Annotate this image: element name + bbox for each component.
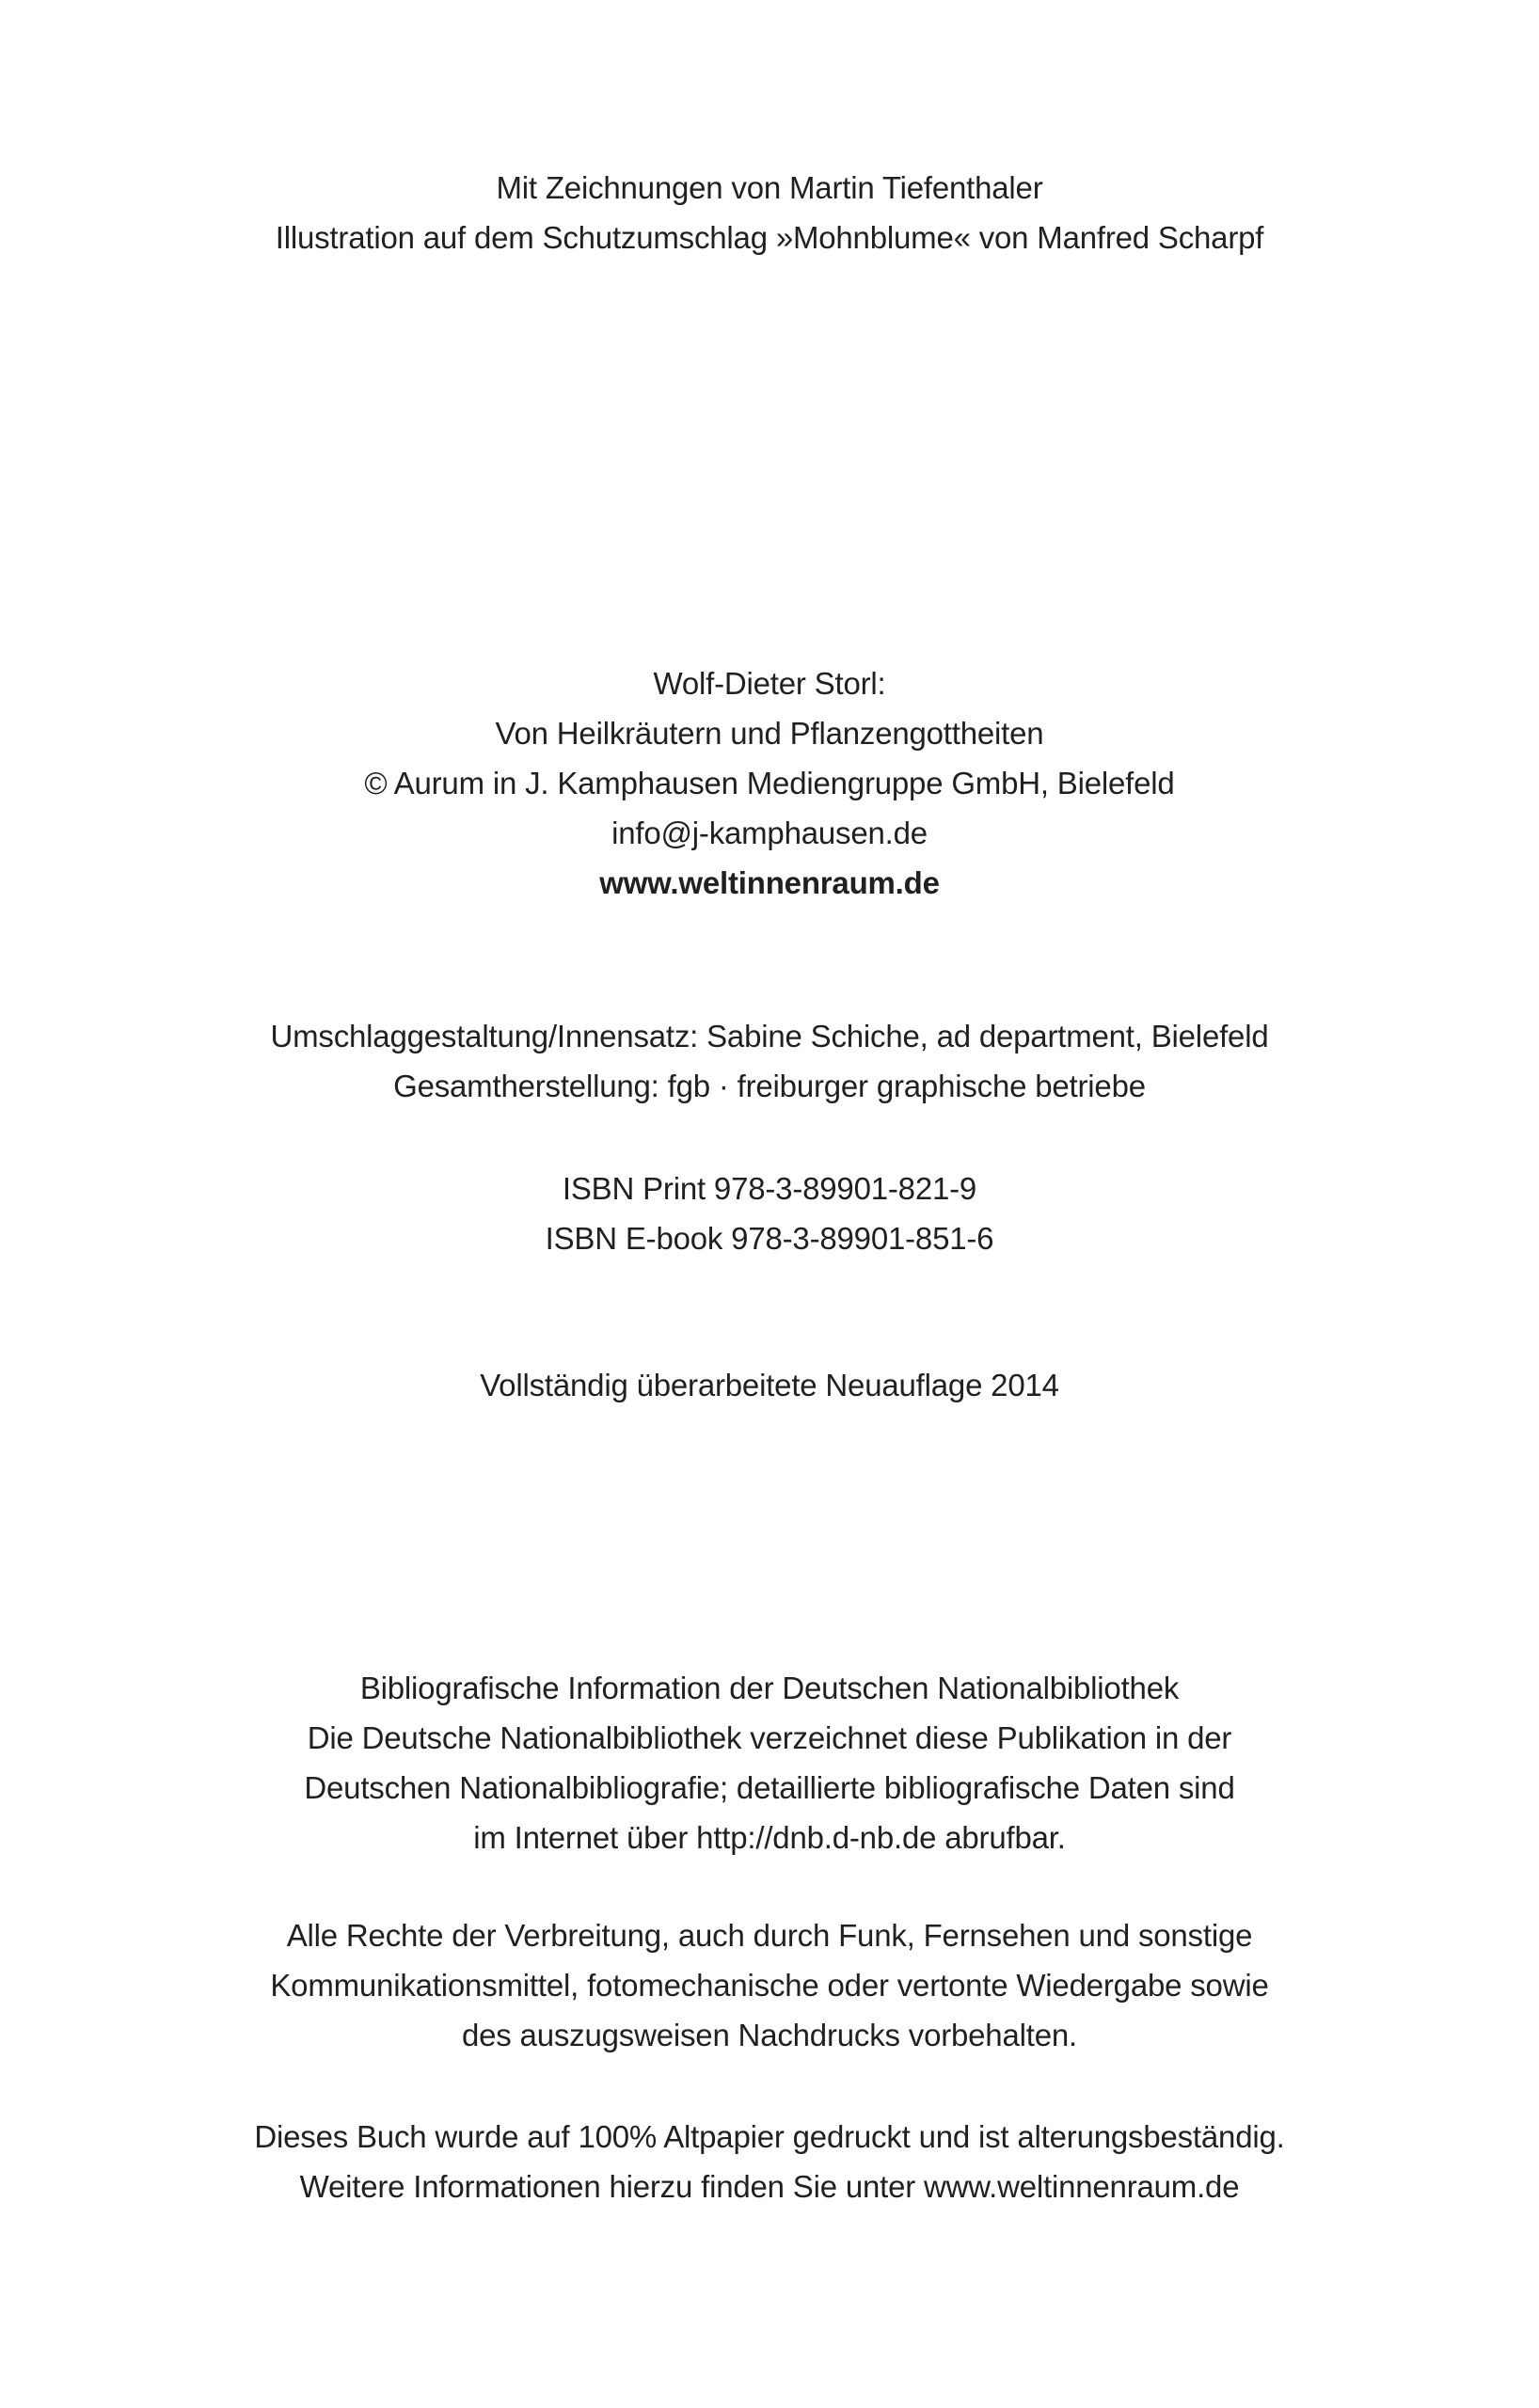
rights-line: Kommunikationsmittel, fotomechanische oder vertonte Wiedergabe sowie [270, 1968, 1269, 2003]
isbn-ebook: ISBN E-book 978-3-89901-851-6 [545, 1221, 994, 1256]
printing-credit: Gesamtherstellung: fgb · freiburger graphische betriebe [393, 1069, 1146, 1103]
isbn-print: ISBN Print 978-3-89901-821-9 [562, 1171, 977, 1206]
production-block [0, 1011, 1539, 1111]
rights-line: des auszugsweisen Nachdrucks vorbehalten. [461, 2018, 1077, 2052]
book-title: Von Heilkräutern und Pflanzengottheiten [495, 716, 1044, 751]
rights-line: Alle Rechte der Verbreitung, auch durch Funk, Fernsehen und sonstige [286, 1918, 1253, 1953]
edition-note: Vollständig überarbeitete Neuauflage 2014 [480, 1368, 1059, 1402]
design-credit: Umschlaggestaltung/Innensatz: Sabine Schiche, ad department, Bielefeld [270, 1019, 1269, 1054]
drawings-credit: Mit Zeichnungen von Martin Tiefenthaler [496, 170, 1043, 205]
credits-block [0, 163, 1539, 262]
bibliographic-info-block [0, 1663, 1539, 1862]
bibliographic-line: Bibliografische Information der Deutschen Nationalbibliothek [359, 1671, 1180, 1705]
isbn-block [0, 1164, 1539, 1263]
edition-block [0, 1360, 1539, 1410]
bibliographic-line: Die Deutsche Nationalbibliothek verzeichnet diese Publikation in der [307, 1720, 1232, 1755]
publisher-email: info@j-kamphausen.de [611, 816, 928, 850]
author-name: Wolf-Dieter Storl: [653, 666, 886, 701]
copyright-notice: © Aurum in J. Kamphausen Mediengruppe GmbH, Bielefeld [364, 766, 1175, 800]
paper-notice-block [0, 2112, 1539, 2211]
paper-notice-line: Weitere Informationen hierzu finden Sie unter www.weltinnenraum.de [299, 2169, 1240, 2204]
rights-block [0, 1910, 1539, 2060]
bibliographic-line: im Internet über http://dnb.d-nb.de abrufbar. [473, 1820, 1066, 1855]
cover-illustration-credit: Illustration auf dem Schutzumschlag »Mohnblume« von Manfred Scharpf [275, 220, 1264, 255]
publisher-website: www.weltinnenraum.de [599, 865, 940, 900]
title-block [0, 658, 1539, 908]
bibliographic-line: Deutschen Nationalbibliografie; detaillierte bibliografische Daten sind [304, 1770, 1235, 1805]
paper-notice-line: Dieses Buch wurde auf 100% Altpapier gedruckt und ist alterungsbeständig. [254, 2119, 1285, 2154]
